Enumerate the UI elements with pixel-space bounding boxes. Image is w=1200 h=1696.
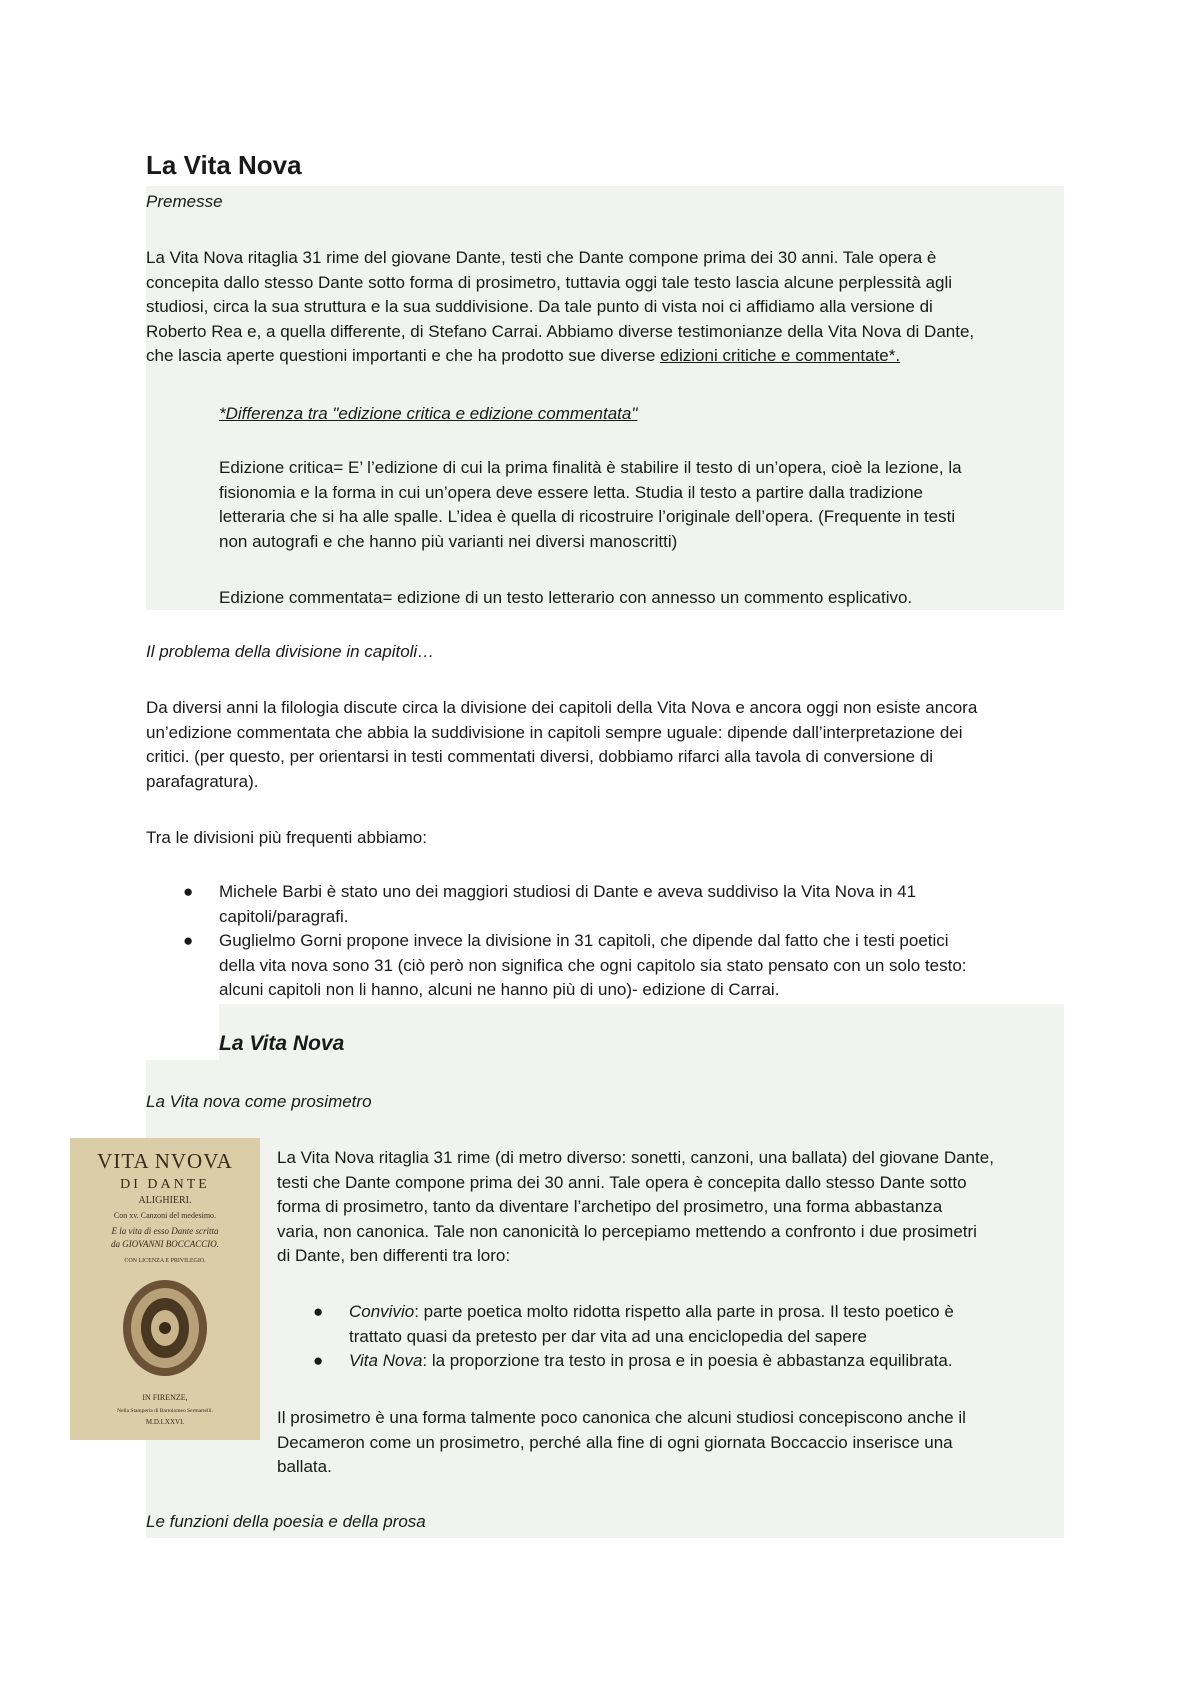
text-line: alcuni capitoli non li hanno, alcuni ne hanno più di uno)- edizione di Carrai.: [219, 980, 780, 1000]
bullet-icon: ●: [313, 1351, 324, 1371]
section-heading: La Vita Nova: [219, 1032, 345, 1055]
text-line: di Dante, ben differenti tra loro:: [277, 1246, 511, 1266]
problema-heading: Il problema della divisione in capitoli…: [146, 642, 435, 661]
bullet-icon: ●: [183, 882, 194, 901]
text-line: testi che Dante compone prima dei 30 anni. Tale opera è concepita dallo stesso Dante sotto: [277, 1172, 967, 1192]
vita-nova-term: Vita Nova: [349, 1351, 423, 1371]
cover-line: M.D.LXXVI.: [145, 1418, 185, 1426]
premesse-heading: Premesse: [146, 192, 223, 211]
document-title: La Vita Nova: [146, 150, 302, 180]
text-fragment: : parte poetica molto ridotta rispetto alla parte in prosa. Il testo poetico è: [414, 1302, 954, 1321]
text-line: Michele Barbi è stato uno dei maggiori studiosi di Dante e aveva suddiviso la Vita Nova in 41: [219, 882, 917, 901]
text-line: forma di prosimetro, tanto da diventare l’archetipo del prosimetro, una forma abbastanza: [277, 1197, 943, 1217]
text-line: non autografi e che hanno più varianti nei diversi manoscritti): [219, 531, 678, 551]
book-cover-svg: [70, 1138, 260, 1440]
prosimetro-paragraph: [277, 1146, 1067, 1269]
text-line: della vita nova sono 31 (ciò però non significa che ogni capitolo sia stato pensato con un solo testo:: [219, 955, 967, 975]
edizioni-link[interactable]: edizioni critiche e commentate*.: [660, 346, 901, 366]
list-item: [183, 880, 1064, 929]
printer-device-emblem: [123, 1280, 207, 1376]
list-item: [183, 929, 1064, 1003]
book-cover-image: [70, 1138, 260, 1440]
text-line: ballata.: [277, 1457, 332, 1477]
list-item: [313, 1300, 1064, 1349]
prosimetro-subheading: La Vita nova come prosimetro: [146, 1092, 372, 1111]
differenza-heading: *Differenza tra "edizione critica e edizione commentata": [219, 404, 638, 423]
bullet-icon: ●: [313, 1302, 324, 1321]
cover-line: Nella Stamperia di Bartolomeo Sermartelli.: [117, 1408, 213, 1414]
convivio-term: Convivio: [349, 1302, 415, 1321]
edizione-critica-paragraph: [219, 456, 1064, 554]
text-line: Edizione critica= E’ l’edizione di cui la prima finalità è stabilire il testo di un’opera, cioè la lezione, la: [219, 458, 962, 477]
cover-line: IN FIRENZE,: [142, 1393, 188, 1402]
list-item: [313, 1349, 1064, 1374]
text-line: varia, non canonica. Tale non canonicità lo percepiamo mettendo a confronto i due prosimetri: [277, 1221, 977, 1241]
premesse-paragraph: [146, 246, 1066, 369]
divisioni-intro: Tra le divisioni più frequenti abbiamo:: [146, 828, 427, 847]
text-line: parafagratura).: [146, 771, 259, 791]
text-line: La Vita Nova ritaglia 31 rime (di metro diverso: sonetti, canzoni, una ballata) del giovane Dante,: [277, 1148, 994, 1167]
text-line: Decameron come un prosimetro, perché alla fine di ogni giornata Boccaccio inserisce una: [277, 1432, 953, 1452]
text-line: Il prosimetro è una forma talmente poco canonica che alcuni studiosi concepiscono anche il: [277, 1408, 966, 1427]
cover-line: da GIOVANNI BOCCACCIO.: [110, 1239, 220, 1249]
text-line: capitoli/paragrafi.: [219, 906, 349, 926]
text-line: Da diversi anni la filologia discute circa la divisione dei capitoli della Vita Nova e ancora oggi non esiste ancora: [146, 698, 978, 717]
text-line: studiosi, circa la sua struttura e la sua suddivisione. Da tale punto di vista noi ci affidiamo alla versione di: [146, 297, 933, 317]
text-line: Guglielmo Gorni propone invece la divisione in 31 capitoli, che dipende dal fatto che i testi poetici: [219, 931, 949, 951]
cover-line: CON LICENZA E PRIVILEGIO.: [124, 1258, 206, 1264]
cover-line: DI DANTE: [120, 1177, 210, 1192]
prosimetri-list: [313, 1300, 1064, 1374]
text-line: critici. (per questo, per orientarsi in testi commentati diversi, dobbiamo rifarci alla tavola di conversione di: [146, 747, 934, 767]
text-line: letteraria che si ha alle spalle. L’idea è quella di ricostruire l’originale dell’opera. (Frequente in testi: [219, 507, 956, 527]
text-line: La Vita Nova ritaglia 31 rime del giovane Dante, testi che Dante compone prima dei 30 anni. Tale opera è: [146, 248, 937, 267]
closing-paragraph: [277, 1406, 1067, 1480]
cover-line: ALIGHIERI.: [138, 1195, 192, 1206]
text-line: [146, 344, 1066, 369]
text-shading-2: [219, 1004, 1064, 1062]
text-fragment: : la proporzione tra testo in prosa e in poesia è abbastanza equilibrata.: [422, 1351, 953, 1371]
text-fragment: che lascia aperte questioni importanti e che ha prodotto sue diverse: [146, 346, 661, 366]
text-line: trattato quasi da pretesto per dar vita ad una enciclopedia del sapere: [349, 1326, 867, 1346]
funzioni-heading: Le funzioni della poesia e della prosa: [146, 1512, 426, 1531]
text-line: concepita dallo stesso Dante sotto forma di prosimetro, tuttavia oggi tale testo lascia alcune perplessità agli: [146, 272, 953, 292]
problema-paragraph: [146, 696, 1066, 794]
cover-line: Con xv. Canzoni del medesimo.: [113, 1211, 217, 1220]
text-line: Roberto Rea e, a quella differente, di Stefano Carrai. Abbiamo diverse testimonianze della Vita Nova di Dante,: [146, 321, 975, 341]
divisioni-list: [183, 880, 1064, 1003]
text-line: [349, 1300, 1064, 1325]
bullet-icon: ●: [183, 931, 194, 951]
text-line: [349, 1349, 1064, 1374]
cover-title: VITA NVOVA: [97, 1149, 233, 1173]
text-line: un’edizione commentata che abbia la suddivisione in capitoli sempre uguale: dipende dall’interpretazione dei: [146, 722, 963, 742]
text-line: fisionomia e la forma in cui un’opera deve essere letta. Studia il testo a partire dalla tradizione: [219, 482, 923, 502]
edizione-commentata-paragraph: Edizione commentata= edizione di un testo letterario con annesso un commento esplicativo.: [219, 588, 913, 607]
cover-line: E la vita di esso Dante scritta: [111, 1226, 219, 1236]
